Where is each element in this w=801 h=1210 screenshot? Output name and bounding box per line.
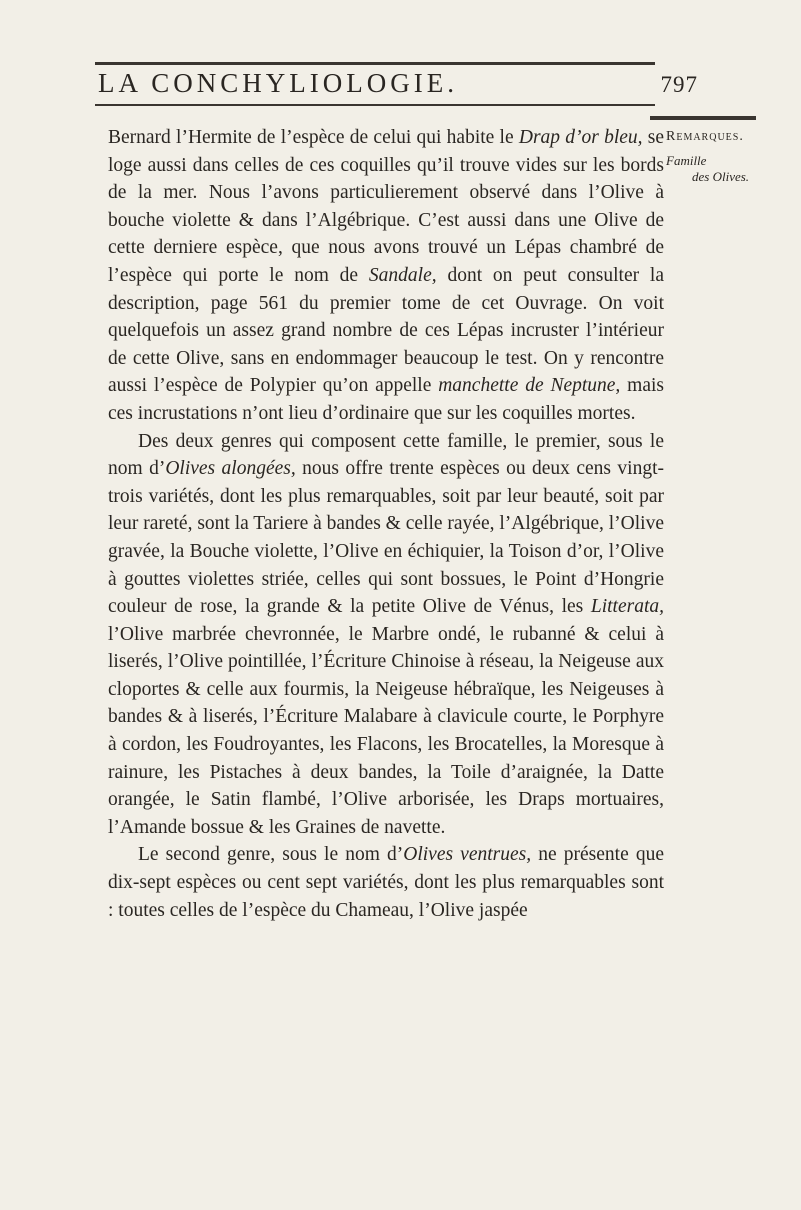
margin-family-line1: Famille — [666, 153, 707, 168]
p1-italic-1: Drap d’or bleu, — [518, 127, 643, 148]
paragraph-2 — [108, 428, 664, 842]
page-number: 797 — [660, 72, 698, 97]
margin-family-label — [666, 153, 796, 185]
top-rule — [95, 62, 655, 65]
p3-italic-1: Olives ventrues, — [403, 844, 532, 866]
p1-italic-2: Sandale, — [368, 264, 437, 286]
p1-text-2: se loge aussi dans celles de ces coquilles qu’il trouve vides sur les bords de la mer. Nous l’avons particulierement observé dans l’Olive à bouche violette & dans l’Algébrique. C’est aussi dans une Olive de cette derniere espèce, que nous avons trouvé un Lépas chambré de l’espèce qui porte le nom de — [108, 127, 664, 286]
p2-text-2: nous offre trente espèces ou deux cens vingt-trois variétés, dont les plus remarquables, soit par leur beauté, soit par leur rareté, sont la Tariere à bandes & celle rayée, l’Algébrique, l’Olive gravée, la Bouche violette, l’Olive en échiquier, la Toison d’or, l’Olive à gouttes violettes striée, celles qui sont bossues, le Point d’Hongrie couleur de rose, la grande & la petite Olive de Vénus, les — [108, 458, 664, 618]
body-text — [108, 124, 664, 924]
p2-text-1: Des deux genres qui composent cette famille, le premier, sous le nom d’ — [108, 430, 664, 480]
paragraph-3 — [108, 841, 664, 924]
p2-text-3: l’Olive marbrée chevronnée, le Marbre ondé, le rubanné & celui à liserés, l’Olive pointillée, l’Écriture Chinoise à réseau, la Neigeuse aux cloportes & celle aux fourmis, la Neigeuse hébraïque, les Neigeuses à bandes & à liserés, l’Écriture Malabare à clavicule courte, le Porphyre à cordon, les Foudroyantes, les Flacons, les Brocatelles, la Moresque à rainure, les Pistaches à deux bandes, la Toile d’araignée, la Datte orangée, le Satin flambé, l’Olive arborisée, les Draps mortuaires, l’Amande bossue & les Graines de navette. — [108, 623, 664, 838]
p1-text-4: mais ces incrustations n’ont lieu d’ordinaire que sur les coquilles mortes. — [108, 375, 664, 424]
p1-text-3: dont on peut consulter la description, page 561 du premier tome de cet Ouvrage. On voit quelquefois un assez grand nombre de ces Lépas incruster l’intérieur de cette Olive, sans en endommager beaucoup le test. On y rencontre aussi l’espèce de Polypier qu’on appelle — [108, 264, 665, 397]
margin-note — [666, 129, 796, 185]
p1-italic-3: manchette de Neptune, — [438, 375, 621, 397]
header-rule — [95, 104, 655, 106]
margin-remarques-label: Remarques. — [666, 129, 744, 144]
p2-italic-1: Olives alongées, — [165, 458, 296, 480]
p2-italic-2: Litterata, — [590, 596, 664, 618]
running-title: LA CONCHYLIOLOGIE. — [98, 68, 458, 98]
p3-text-1: Le second genre, sous le nom d’ — [138, 844, 404, 866]
p3-text-2: ne présente que dix-sept espèces ou cent sept variétés, dont les plus remarquables sont : toutes celles de l’espèce du Chameau, l’Olive jaspée — [108, 844, 664, 921]
running-head — [98, 68, 698, 102]
margin-family-line2: des Olives. — [692, 169, 750, 184]
p1-text-1: Bernard l’Hermite de l’espèce de celui qui habite le — [108, 127, 519, 148]
margin-rule — [650, 116, 756, 120]
paragraph-1 — [108, 124, 664, 428]
